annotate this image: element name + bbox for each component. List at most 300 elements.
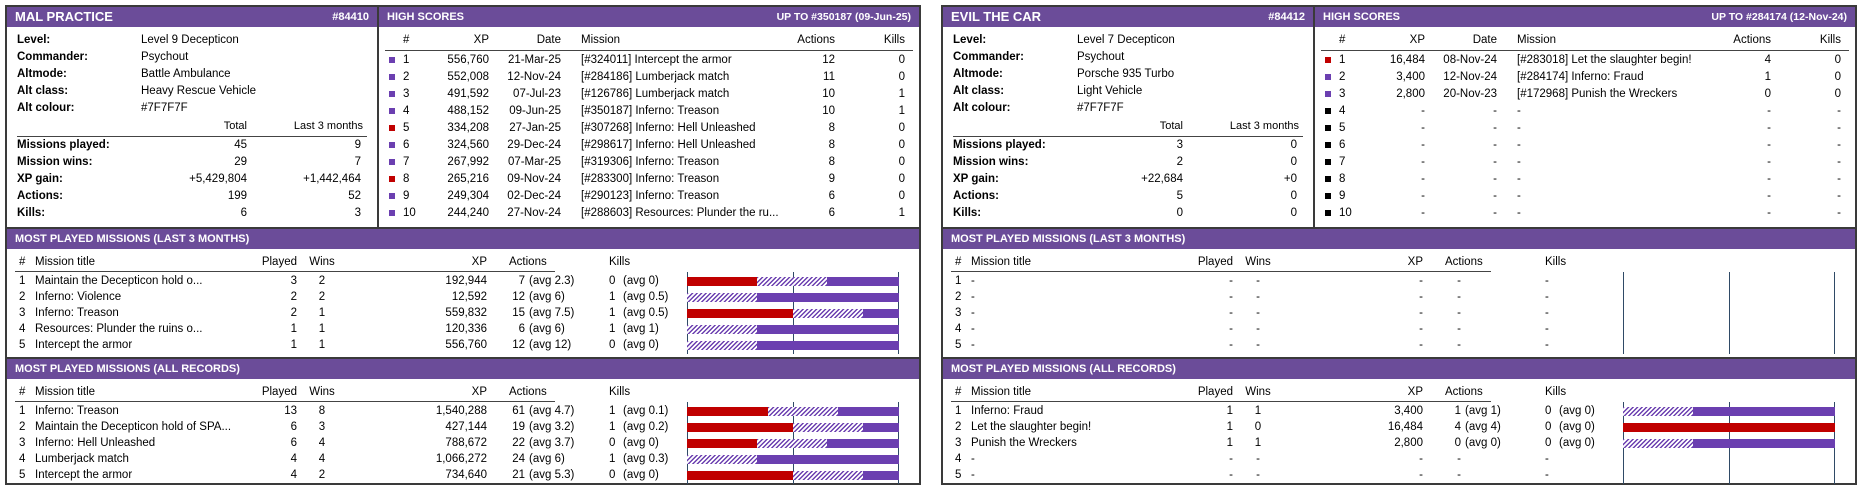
hs-mission: -: [1517, 207, 1521, 219]
mission-played: 4: [290, 453, 297, 465]
stat-total: +5,429,804: [189, 173, 247, 185]
hs-rank: 9: [1339, 190, 1346, 202]
mission-row[interactable]: [943, 305, 1855, 321]
hs-actions: -: [1767, 207, 1771, 219]
hs-col-actions: Actions: [1733, 34, 1771, 46]
loss-bar: [687, 439, 757, 448]
mission-avg-actions: (avg 3.7): [529, 437, 575, 449]
hs-rank: 4: [1339, 105, 1346, 117]
mission-xp: 120,336: [445, 323, 487, 335]
high-score-row[interactable]: [1315, 205, 1855, 221]
mission-row[interactable]: [7, 321, 919, 337]
mission-played: 1: [1226, 437, 1233, 449]
hs-actions: 9: [828, 173, 835, 185]
stat-total: 3: [1176, 139, 1183, 151]
mission-row[interactable]: [7, 467, 919, 483]
high-score-row[interactable]: [1315, 154, 1855, 170]
mission-played: -: [1229, 291, 1233, 303]
mission-row[interactable]: [943, 289, 1855, 305]
mission-played: 1: [1226, 421, 1233, 433]
stat-total: 199: [227, 190, 247, 202]
hs-rank: 2: [1339, 71, 1346, 83]
hs-kills: 0: [898, 122, 905, 134]
info-value: Battle Ambulance: [141, 68, 231, 80]
hs-xp: 552,008: [447, 71, 489, 83]
high-scores-title: HIGH SCORES: [387, 11, 465, 23]
stat-total: 2: [1176, 156, 1183, 168]
mission-wins: 4: [318, 453, 326, 465]
high-score-row[interactable]: [379, 69, 919, 85]
col-actions: Actions: [1445, 386, 1483, 398]
rank-marker-icon: [1325, 176, 1331, 182]
hs-xp: -: [1421, 190, 1425, 202]
hs-date: 07-Jul-23: [513, 88, 561, 100]
mission-row[interactable]: [7, 337, 919, 353]
hs-rank: 3: [403, 88, 410, 100]
rank-marker-icon: [389, 91, 395, 97]
hs-kills: -: [1837, 105, 1841, 117]
most-played-last-3-months-header: MOST PLAYED MISSIONS (LAST 3 MONTHS): [7, 229, 919, 249]
loss-bar: [687, 309, 793, 318]
stat-total: 45: [234, 139, 247, 151]
col-xp: XP: [471, 256, 487, 268]
hs-rule: [385, 50, 913, 51]
mission-row[interactable]: [943, 451, 1855, 467]
stat-label: Kills:: [953, 207, 982, 219]
loss-bar: [687, 407, 768, 416]
mission-actions: 19: [512, 421, 525, 433]
win-bar: [757, 325, 899, 334]
mission-kills: -: [1545, 453, 1549, 465]
stat-label: Missions played:: [953, 139, 1046, 151]
rank-marker-icon: [389, 176, 395, 182]
hs-date: -: [1493, 173, 1497, 185]
high-score-row[interactable]: [379, 120, 919, 136]
mission-avg-actions: (avg 6): [529, 291, 565, 303]
win-bar: [757, 455, 899, 464]
mission-kills: -: [1545, 275, 1549, 287]
mission-actions: -: [1457, 469, 1461, 481]
mission-actions: -: [1457, 307, 1461, 319]
mission-wins: 1: [318, 339, 326, 351]
hs-col-xp: XP: [473, 34, 489, 46]
mission-title: -: [971, 323, 975, 335]
hs-kills: 0: [898, 156, 905, 168]
mission-avg-kills: (avg 0): [623, 339, 659, 351]
info-value: Light Vehicle: [1077, 85, 1143, 97]
mission-avg-kills: (avg 0): [623, 275, 659, 287]
mission-row[interactable]: [7, 289, 919, 305]
high-score-row[interactable]: [1315, 86, 1855, 102]
high-score-row[interactable]: [1315, 52, 1855, 68]
stat-label: Mission wins:: [17, 156, 93, 168]
stat-last3: 9: [354, 139, 361, 151]
mission-row[interactable]: [7, 419, 919, 435]
mission-avg-actions: (avg 2.3): [529, 275, 575, 287]
high-score-row[interactable]: [379, 52, 919, 68]
info-value: Psychout: [141, 51, 189, 63]
info-value: Porsche 935 Turbo: [1077, 68, 1175, 80]
stat-label: XP gain:: [953, 173, 999, 185]
mission-row[interactable]: [7, 435, 919, 451]
col-played: Played: [1197, 386, 1233, 398]
mission-actions: 4: [1454, 421, 1461, 433]
mission-row[interactable]: [7, 305, 919, 321]
mission-wins: 2: [318, 469, 326, 481]
col-title: Mission title: [35, 256, 96, 268]
win-bar-hatched: [757, 439, 827, 448]
hs-col-xp: XP: [1409, 34, 1425, 46]
mission-title: -: [971, 291, 975, 303]
loss-bar: [1623, 423, 1835, 432]
win-bar: [863, 423, 899, 432]
hs-col-actions: Actions: [797, 34, 835, 46]
rank-marker-icon: [389, 210, 395, 216]
unit-name: MAL PRACTICE: [15, 9, 113, 24]
mission-xp: 1,540,288: [435, 405, 487, 417]
stat-last3: +1,442,464: [303, 173, 361, 185]
hs-mission: [#283018] Let the slaughter begin!: [1517, 54, 1692, 66]
mission-avg-kills: (avg 0.5): [623, 307, 669, 319]
mission-played: 13: [284, 405, 297, 417]
col-num: #: [955, 256, 962, 268]
high-score-row[interactable]: [379, 103, 919, 119]
mission-actions: 22: [512, 437, 525, 449]
col-kills: Kills: [1545, 256, 1567, 268]
rank-marker-icon: [1325, 74, 1331, 80]
hs-rank: 2: [403, 71, 410, 83]
mission-played: 6: [290, 437, 297, 449]
mission-wins: 1: [318, 307, 326, 319]
hs-actions: 11: [823, 71, 835, 83]
mission-actions: 7: [518, 275, 525, 287]
rank-marker-icon: [389, 74, 395, 80]
mission-title: Inferno: Fraud: [971, 405, 1044, 417]
rank-marker-icon: [1325, 91, 1331, 97]
hs-rank: 10: [1339, 207, 1352, 219]
info-label: Commander:: [17, 51, 88, 63]
mission-kills: -: [1545, 323, 1549, 335]
mission-title: Lumberjack match: [35, 453, 129, 465]
info-label: Alt class:: [17, 85, 69, 97]
info-label: Altmode:: [953, 68, 1003, 80]
mission-avg-kills: (avg 0): [1559, 421, 1595, 433]
hs-col-num: #: [1339, 34, 1346, 46]
hs-kills: 0: [1834, 88, 1841, 100]
loss-bar: [687, 471, 793, 480]
rank-marker-icon: [1325, 159, 1331, 165]
mission-xp: -: [1419, 469, 1423, 481]
mission-row[interactable]: [7, 451, 919, 467]
mission-kills: 1: [609, 405, 616, 417]
info-value: #7F7F7F: [141, 102, 188, 114]
high-score-row[interactable]: [1315, 69, 1855, 85]
mission-rank: 2: [955, 291, 962, 303]
hs-kills: 1: [898, 105, 905, 117]
hs-kills: -: [1837, 156, 1841, 168]
col-title: Mission title: [35, 386, 96, 398]
col-num: #: [955, 386, 962, 398]
stats-header-total: Total: [223, 120, 247, 132]
mission-kills: 1: [609, 453, 616, 465]
hs-actions: 10: [822, 105, 835, 117]
hs-date: 21-Mar-25: [507, 54, 561, 66]
mission-avg-kills: (avg 1): [623, 323, 659, 335]
high-score-row[interactable]: [1315, 188, 1855, 204]
mission-played: -: [1229, 307, 1233, 319]
rank-marker-icon: [389, 193, 395, 199]
mission-rank: 3: [955, 437, 962, 449]
mission-wins: 3: [318, 421, 326, 433]
stat-last3: 0: [1290, 190, 1297, 202]
rank-marker-icon: [1325, 57, 1331, 63]
high-score-row[interactable]: [1315, 171, 1855, 187]
mission-rank: 5: [19, 339, 26, 351]
hs-xp: 267,992: [447, 156, 489, 168]
info-value: Heavy Rescue Vehicle: [141, 85, 257, 97]
hs-actions: 4: [1764, 54, 1771, 66]
mission-rank: 2: [19, 291, 26, 303]
mission-rank: 4: [955, 453, 962, 465]
hs-xp: 16,484: [1389, 54, 1425, 66]
mission-rank: 1: [19, 275, 26, 287]
mission-kills: 0: [1545, 405, 1552, 417]
mission-title: Punish the Wreckers: [971, 437, 1077, 449]
stat-total: 5: [1176, 190, 1183, 202]
info-value: #7F7F7F: [1077, 102, 1124, 114]
mission-title: -: [971, 453, 975, 465]
mission-actions: 1: [1454, 405, 1461, 417]
hs-rank: 7: [1339, 156, 1346, 168]
hs-actions: 0: [1764, 88, 1771, 100]
hs-date: 20-Nov-23: [1443, 88, 1497, 100]
mission-avg-actions: (avg 5.3): [529, 469, 575, 481]
hs-mission: [#172968] Punish the Wreckers: [1517, 88, 1678, 100]
hs-mission: [#284174] Inferno: Fraud: [1517, 71, 1644, 83]
high-score-row[interactable]: [379, 188, 919, 204]
mission-xp: 2,800: [1394, 437, 1423, 449]
hs-rank: 3: [1339, 88, 1346, 100]
mission-actions: -: [1457, 323, 1461, 335]
high-score-row[interactable]: [379, 154, 919, 170]
hs-actions: -: [1767, 105, 1771, 117]
mission-xp: 3,400: [1394, 405, 1423, 417]
stats-rule: [17, 136, 367, 137]
hs-actions: 12: [822, 54, 835, 66]
mission-title: Maintain the Decepticon hold of SPA...: [35, 421, 232, 433]
rank-marker-icon: [389, 125, 395, 131]
mission-avg-kills: (avg 0.2): [623, 421, 669, 433]
high-score-row[interactable]: [379, 137, 919, 153]
mission-wins: 2: [318, 275, 326, 287]
rank-marker-icon: [389, 108, 395, 114]
mission-kills: 1: [609, 291, 616, 303]
mission-played: 4: [290, 469, 297, 481]
mission-kills: 0: [609, 339, 616, 351]
mission-row[interactable]: [943, 273, 1855, 289]
mission-played: 2: [290, 291, 297, 303]
hs-xp: -: [1421, 156, 1425, 168]
stat-total: 6: [240, 207, 247, 219]
hs-actions: 6: [828, 207, 835, 219]
col-kills: Kills: [609, 256, 631, 268]
mission-row[interactable]: [943, 403, 1855, 419]
mission-xp: 192,944: [445, 275, 487, 287]
hs-col-date: Date: [1472, 34, 1497, 46]
col-actions: Actions: [509, 386, 547, 398]
high-scores-header: [379, 7, 919, 27]
hs-date: 29-Dec-24: [507, 139, 561, 151]
high-score-row[interactable]: [379, 205, 919, 221]
col-xp: XP: [471, 386, 487, 398]
hs-rank: 7: [403, 156, 410, 168]
mission-rank: 3: [19, 307, 26, 319]
mission-title: -: [971, 307, 975, 319]
info-label: Commander:: [953, 51, 1024, 63]
hs-rank: 9: [403, 190, 410, 202]
col-actions: Actions: [509, 256, 547, 268]
mission-kills: -: [1545, 307, 1549, 319]
hs-kills: 1: [898, 207, 905, 219]
high-scores-header: [1315, 7, 1855, 27]
col-wins: Wins: [309, 386, 335, 398]
hs-rank: 8: [1339, 173, 1346, 185]
high-score-row[interactable]: [1315, 103, 1855, 119]
col-num: #: [19, 386, 26, 398]
mission-wins: -: [1256, 339, 1260, 351]
mission-rank: 4: [955, 323, 962, 335]
col-actions: Actions: [1445, 256, 1483, 268]
hs-actions: 6: [828, 190, 835, 202]
hs-date: 27-Jan-25: [509, 122, 561, 134]
stat-label: Actions:: [953, 190, 999, 202]
hs-xp: 488,152: [447, 105, 489, 117]
hs-mission: [#298617] Inferno: Hell Unleashed: [581, 139, 756, 151]
mission-row[interactable]: [943, 337, 1855, 353]
stat-last3: 0: [1290, 139, 1297, 151]
hs-xp: 2,800: [1396, 88, 1425, 100]
hs-mission: -: [1517, 173, 1521, 185]
hs-col-mission: Mission: [1517, 34, 1556, 46]
mission-xp: 1,066,272: [435, 453, 487, 465]
mission-kills: 1: [609, 307, 616, 319]
mission-wins: 4: [318, 437, 326, 449]
hs-col-date: Date: [536, 34, 561, 46]
win-bar: [1693, 439, 1835, 448]
mission-actions: -: [1457, 339, 1461, 351]
mission-wins: 1: [318, 323, 326, 335]
mission-row[interactable]: [943, 435, 1855, 451]
mission-played: 3: [290, 275, 297, 287]
hs-actions: 8: [828, 156, 835, 168]
rank-marker-icon: [389, 57, 395, 63]
mission-title: Let the slaughter begin!: [971, 421, 1092, 433]
mission-row[interactable]: [7, 403, 919, 419]
table-rule: [951, 401, 1491, 402]
col-played: Played: [261, 256, 297, 268]
rank-marker-icon: [1325, 108, 1331, 114]
mission-played: 1: [290, 339, 297, 351]
mission-row[interactable]: [943, 419, 1855, 435]
mission-rank: 1: [19, 405, 26, 417]
info-value: Level 9 Decepticon: [141, 34, 239, 46]
mission-title: Maintain the Decepticon hold o...: [35, 275, 203, 287]
stats-header-last3: Last 3 months: [293, 120, 363, 132]
mission-rank: 2: [955, 421, 962, 433]
high-scores-title: HIGH SCORES: [1323, 11, 1401, 23]
hs-date: 12-Nov-24: [507, 71, 561, 83]
most-played-all-records-header: MOST PLAYED MISSIONS (ALL RECORDS): [7, 359, 919, 379]
mission-wins: 1: [1254, 405, 1262, 417]
win-bar-hatched: [1623, 407, 1693, 416]
win-bar: [863, 471, 899, 480]
hs-xp: 324,560: [447, 139, 489, 151]
hs-mission: [#290123] Inferno: Treason: [581, 190, 720, 202]
mission-avg-actions: (avg 6): [529, 453, 565, 465]
hs-date: -: [1493, 156, 1497, 168]
high-score-row[interactable]: [379, 86, 919, 102]
high-score-row[interactable]: [1315, 120, 1855, 136]
mission-title: -: [971, 339, 975, 351]
win-bar-hatched: [687, 455, 757, 464]
mission-actions: 12: [512, 291, 525, 303]
high-score-row[interactable]: [1315, 137, 1855, 153]
mission-row[interactable]: [943, 321, 1855, 337]
col-num: #: [19, 256, 26, 268]
win-bar-hatched: [687, 293, 757, 302]
mission-played: -: [1229, 469, 1233, 481]
mission-title: Inferno: Treason: [35, 307, 119, 319]
unit-id: #84410: [332, 11, 369, 23]
hs-xp: 244,240: [447, 207, 489, 219]
mission-avg-actions: (avg 4.7): [529, 405, 575, 417]
stat-last3: 0: [1290, 156, 1297, 168]
mission-played: -: [1229, 323, 1233, 335]
stat-label: Actions:: [17, 190, 63, 202]
mission-avg-actions: (avg 7.5): [529, 307, 575, 319]
hs-kills: 0: [898, 190, 905, 202]
hs-xp: 334,208: [447, 122, 489, 134]
win-bar: [1693, 407, 1835, 416]
mission-row[interactable]: [943, 467, 1855, 483]
mission-kills: 1: [609, 421, 616, 433]
high-score-row[interactable]: [379, 171, 919, 187]
mission-title: Inferno: Hell Unleashed: [35, 437, 156, 449]
hs-col-kills: Kills: [1819, 34, 1841, 46]
col-title: Mission title: [971, 386, 1032, 398]
hs-rank: 6: [1339, 139, 1346, 151]
stats-header-last3: Last 3 months: [1229, 120, 1299, 132]
col-xp: XP: [1407, 386, 1423, 398]
col-wins: Wins: [1245, 256, 1271, 268]
mission-row[interactable]: [7, 273, 919, 289]
mission-rank: 3: [955, 307, 962, 319]
mission-avg-actions: (avg 3.2): [529, 421, 575, 433]
win-bar-hatched: [793, 471, 863, 480]
mission-played: -: [1229, 339, 1233, 351]
mission-rank: 4: [19, 453, 26, 465]
info-label: Alt colour:: [953, 102, 1011, 114]
stat-last3: 7: [354, 156, 361, 168]
hs-date: 09-Nov-24: [507, 173, 561, 185]
mission-actions: 61: [512, 405, 525, 417]
mission-title: Inferno: Violence: [35, 291, 122, 303]
win-bar-hatched: [793, 423, 863, 432]
mission-xp: -: [1419, 323, 1423, 335]
mission-title: -: [971, 275, 975, 287]
hs-rank: 5: [403, 122, 410, 134]
hs-xp: 249,304: [447, 190, 489, 202]
